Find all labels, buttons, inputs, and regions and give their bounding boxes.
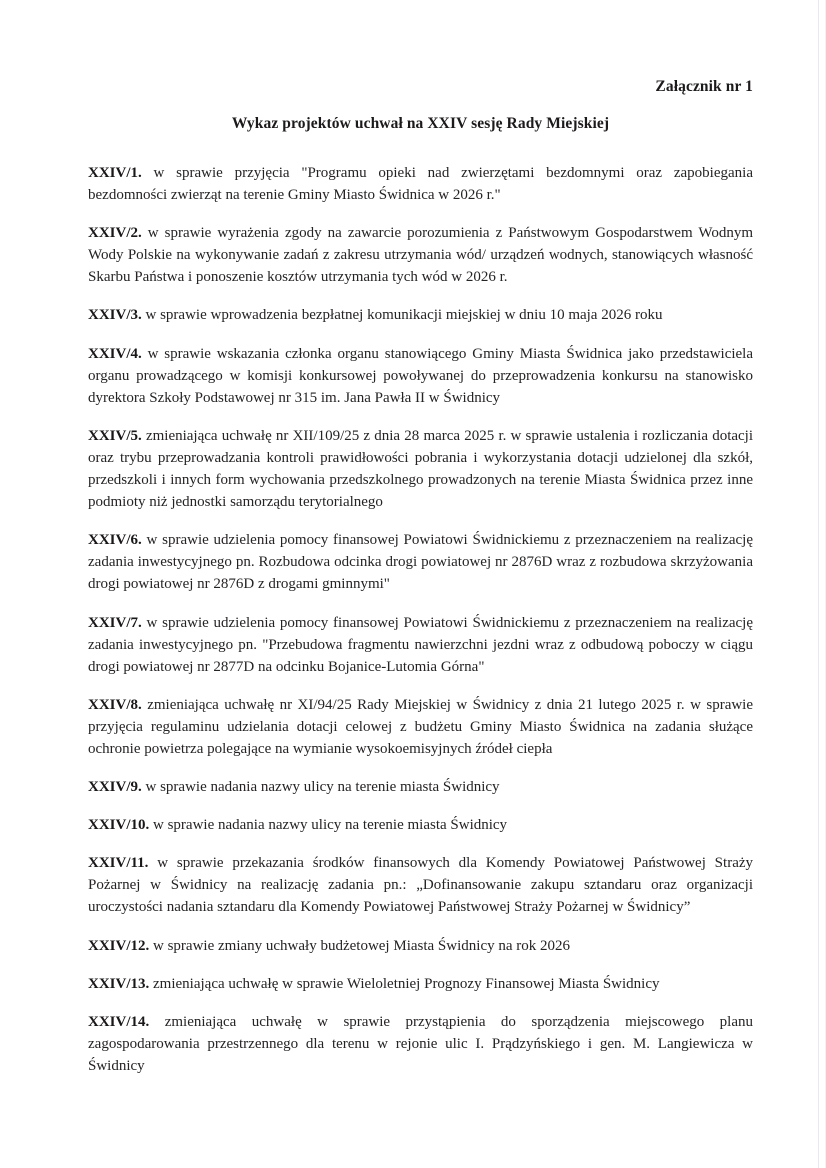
resolution-list <box>88 162 753 1077</box>
resolution-text: w sprawie udzielenia pomocy finansowej Powiatowi Świdnickiemu z przeznaczeniem na realizację zadania inwestycyjnego pn. Rozbudowa odcinka drogi powiatowej nr 2876D wraz z rozbudowa skrzyżowania drogi powiatowej nr 2876D z drogami gminnymi" <box>88 532 754 593</box>
resolution-text: w sprawie udzielenia pomocy finansowej Powiatowi Świdnickiemu z przeznaczeniem na realizację zadania inwestycyjnego pn. "Przebudowa fragmentu nawierzchni jezdni wraz z odbudową poboczy w ciągu drogi powiatowej nr 2877D na odcinku Bojanice-Lutomia Górna" <box>88 614 754 675</box>
resolution-item <box>88 1011 753 1077</box>
resolution-text: w sprawie wprowadzenia bezpłatnej komunikacji miejskiej w dniu 10 maja 2026 roku <box>145 307 663 324</box>
resolution-text: w sprawie nadania nazwy ulicy na terenie miasta Świdnicy <box>145 779 500 796</box>
resolution-text: zmieniająca uchwałę w sprawie przystąpienia do sporządzenia miejscowego planu zagospodarowania przestrzennego dla terenu w rejonie ulic I. Prądzyńskiego i gen. M. Langiewicza w Świdnicy <box>88 1013 753 1074</box>
resolution-item <box>88 162 753 206</box>
resolution-item <box>88 425 753 513</box>
resolution-id: XXIV/12. <box>88 937 150 954</box>
resolution-item <box>88 694 753 760</box>
resolution-id: XXIV/1. <box>88 165 142 181</box>
resolution-item <box>88 776 753 798</box>
resolution-item <box>88 343 753 409</box>
resolution-id: XXIV/2. <box>88 225 142 242</box>
resolution-text: w sprawie wskazania członka organu stanowiącego Gminy Miasta Świdnica jako przedstawiciela organu prowadzącego w komisji konkursowej powoływanej do przeprowadzenia konkursu na stanowisko dyrektora Szkoły Podstawowej nr 315 im. Jana Pawła II w Świdnicy <box>88 345 754 406</box>
resolution-text: w sprawie zmiany uchwały budżetowej Miasta Świdnicy na rok 2026 <box>153 937 570 954</box>
resolution-text: zmieniająca uchwałę nr XII/109/25 z dnia 28 marca 2025 r. w sprawie ustalenia i rozliczania dotacji oraz trybu przeprowadzania kontroli prawidłowości pobrania i wykorzystania dotacji udzielonej dla szkół, przedszkoli i innych form wychowania przedszkolnego prowadzonych na terenie Miasta Świdnica przez inne podmioty niż jednostki samorządu terytorialnego <box>88 427 754 511</box>
resolution-item <box>88 529 753 595</box>
resolution-item <box>88 222 753 288</box>
resolution-id: XXIV/3. <box>88 307 142 324</box>
resolution-item <box>88 852 753 918</box>
resolution-item <box>88 814 753 836</box>
resolution-id: XXIV/8. <box>88 696 142 713</box>
page-title: Wykaz projektów uchwał na XXIV sesję Rady Miejskiej <box>231 115 610 132</box>
resolution-id: XXIV/9. <box>88 779 142 796</box>
resolution-id: XXIV/10. <box>88 817 150 834</box>
attachment-label: Załącznik nr 1 <box>655 78 753 95</box>
resolution-text: w sprawie przyjęcia "Programu opieki nad zwierzętami bezdomnymi oraz zapobiegania bezdomności zwierząt na terenie Gminy Miasto Świdnica w 2026 r." <box>88 165 753 204</box>
resolution-text: zmieniająca uchwałę nr XI/94/25 Rady Miejskiej w Świdnicy z dnia 21 lutego 2025 r. w sprawie przyjęcia regulaminu udzielania dotacji celowej z budżetu Gminy Miasto Świdnica na zadania służące ochronie powietrza polegające na wymianie wysokoemisyjnych źródeł ciepła <box>88 696 754 757</box>
resolution-id: XXIV/11. <box>88 855 149 872</box>
resolution-id: XXIV/4. <box>88 345 142 362</box>
scan-edge-line <box>818 0 819 1168</box>
resolution-item <box>88 304 753 326</box>
resolution-text: w sprawie nadania nazwy ulicy na terenie miasta Świdnicy <box>153 817 508 834</box>
resolution-item <box>88 973 753 995</box>
document-content <box>88 0 753 1077</box>
resolution-id: XXIV/13. <box>88 975 150 992</box>
resolution-text: w sprawie wyrażenia zgody na zawarcie porozumienia z Państwowym Gospodarstwem Wodnym Wody Polskie na wykonywanie zadań z zakresu utrzymania wód/ urządzeń wodnych, stanowiących własność Skarbu Państwa i ponoszenie kosztów utrzymania tych wód w 2026 r. <box>88 225 754 286</box>
resolution-id: XXIV/14. <box>88 1013 150 1030</box>
resolution-id: XXIV/7. <box>88 614 142 631</box>
resolution-id: XXIV/6. <box>88 532 142 549</box>
resolution-item <box>88 612 753 678</box>
resolution-text: zmieniająca uchwałę w sprawie Wieloletniej Prognozy Finansowej Miasta Świdnicy <box>153 975 660 992</box>
resolution-text: w sprawie przekazania środków finansowych dla Komendy Powiatowej Państwowej Straży Pożarnej w Świdnicy na realizację zadania pn.: „Dofinansowanie zakupu sztandaru oraz organizacji uroczystości nadania sztandaru dla Komendy Powiatowej Państwowej Straży Pożarnej w Świdnicy” <box>88 855 754 916</box>
resolution-item <box>88 935 753 957</box>
resolution-id: XXIV/5. <box>88 427 142 444</box>
